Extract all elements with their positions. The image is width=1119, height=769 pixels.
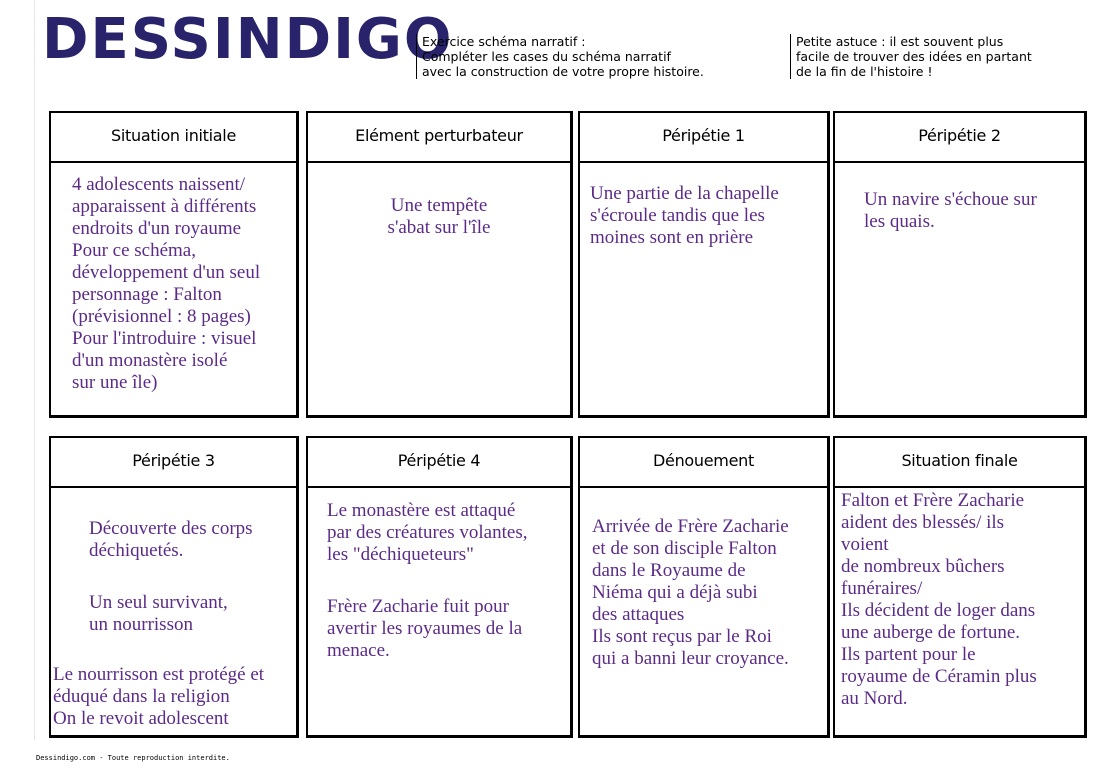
card-body	[308, 163, 570, 415]
card-text[interactable]: Arrivée de Frère Zacharie et de son disciple Falton dans le Royaume de Niéma qui a déjà subi des attaques Ils sont reçus par le Roi qui a banni leur croyance.	[592, 516, 789, 669]
card-body	[835, 163, 1084, 415]
card-situation-initiale	[49, 111, 299, 418]
card-title: Situation initiale	[51, 113, 296, 163]
card-text[interactable]: Frère Zacharie fuit pour avertir les royaumes de la menace.	[327, 596, 523, 661]
card-title: Péripétie 3	[51, 438, 296, 488]
card-title: Elément perturbateur	[308, 113, 570, 163]
card-body	[835, 488, 1084, 735]
copyright-footer: Dessindigo.com - Toute reproduction interdite.	[36, 754, 230, 762]
card-title: Péripétie 2	[835, 113, 1084, 163]
card-text[interactable]: Falton et Frère Zacharie aident des blessés/ ils voient de nombreux bûchers funéraires/ Ils décident de loger dans une auberge de fortune. Ils partent pour le royaume de Céramin plus au Nord.	[841, 490, 1037, 709]
card-text[interactable]: Un navire s'échoue sur les quais.	[864, 189, 1037, 232]
card-text[interactable]: Le monastère est attaqué par des créatures volantes, les "déchiqueteurs"	[327, 500, 528, 565]
card-text[interactable]: Une tempête s'abat sur l'île	[387, 195, 491, 238]
card-body	[308, 488, 570, 735]
card-peripetie-3	[49, 436, 299, 738]
card-body	[51, 163, 296, 415]
card-peripetie-1	[578, 111, 830, 418]
card-body	[51, 488, 296, 735]
card-body	[580, 163, 827, 415]
card-title: Situation finale	[835, 438, 1084, 488]
card-denouement	[578, 436, 830, 738]
card-element-perturbateur	[306, 111, 573, 418]
logo: DESSINDIGO	[42, 7, 454, 72]
card-title: Dénouement	[580, 438, 827, 488]
card-situation-finale	[833, 436, 1087, 738]
left-margin-line	[34, 0, 35, 740]
card-peripetie-2	[833, 111, 1087, 418]
card-text[interactable]: Une partie de la chapelle s'écroule tandis que les moines sont en prière	[590, 183, 779, 248]
tip-note: Petite astuce : il est souvent plus facile de trouver des idées en partant de la fin de l'histoire !	[790, 34, 1116, 79]
card-text[interactable]: Le nourrisson est protégé et éduqué dans la religion On le revoit adolescent	[53, 664, 265, 729]
card-peripetie-4	[306, 436, 573, 738]
card-title: Péripétie 4	[308, 438, 570, 488]
card-text[interactable]: Découverte des corps déchiquetés.	[89, 518, 253, 561]
card-text[interactable]: 4 adolescents naissent/ apparaissent à différents endroits d'un royaume Pour ce schéma, développement d'un seul personnage : Falton (prévisionnel : 8 pages) Pour l'introduire : visuel d'un monastère isolé sur une île)	[72, 174, 261, 393]
card-title: Péripétie 1	[580, 113, 827, 163]
exercise-instructions: Exercice schéma narratif : Compléter les cases du schéma narratif avec la construction de votre propre histoire.	[416, 34, 782, 79]
card-body	[580, 488, 827, 735]
card-text[interactable]: Un seul survivant, un nourrisson	[89, 592, 228, 635]
